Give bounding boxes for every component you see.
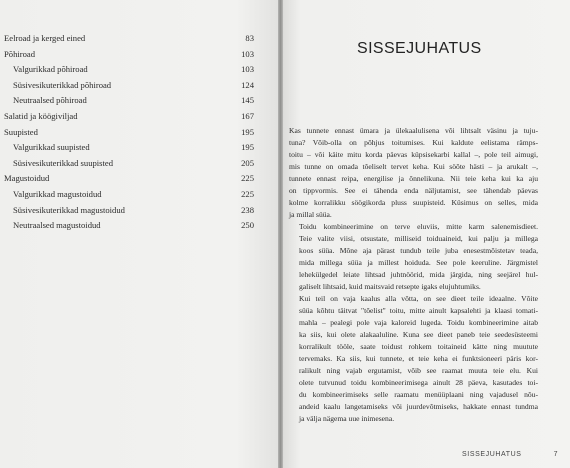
toc-page-number: 225: [241, 188, 254, 199]
page-footer: [462, 451, 558, 458]
toc-page-number: 124: [241, 79, 254, 90]
toc-title: Eelroad ja kerged eined: [4, 33, 86, 43]
text-line: ja välja nägema uue inimesena.: [299, 414, 395, 423]
body-paragraph: [289, 293, 538, 425]
running-head: SISSEJUHATUS: [462, 451, 522, 458]
text-line: Toidu kombineerimine on terve eluviis, mitte karm salenemisdieet.: [299, 222, 538, 231]
table-of-contents: [4, 31, 254, 234]
text-line: lehekülgedel leiate lihtsad juhtnöörid, mida järgida, ning seejärel hul-: [299, 270, 538, 279]
text-line: Teie valite viisi, otsustate, milliseid toiduaineid, kui palju ja millega: [299, 234, 538, 243]
text-line: toitu – või käite mitu korda päevas küpsisekarbi kallal –, pole teil aimugi,: [289, 150, 538, 159]
text-line: korralikult tööle, saate toidust rohkem toitaineid kätte ning muutute: [299, 342, 538, 351]
chapter-heading: SISSEJUHATUS: [357, 40, 482, 57]
chapter-body: [289, 125, 538, 425]
body-paragraph: [289, 221, 538, 293]
page-number: 7: [553, 451, 558, 458]
text-line: mida millega süüa ja millest hoiduda. See pole keeruline. Järgmistel: [299, 258, 538, 267]
toc-title: Süsivesikuterikkad suupisted: [13, 157, 114, 168]
text-line: mis tunne on omada tõeliselt tervet keha. Kui söõte hästi – ja arukalt –,: [289, 162, 538, 171]
toc-title: Neutraalsed põhiroad: [13, 95, 87, 106]
toc-page-number: 83: [245, 33, 254, 43]
toc-row: [4, 140, 254, 156]
toc-title: Süsivesikuterikkad magustoidud: [13, 204, 125, 215]
toc-page-number: 167: [241, 110, 254, 121]
toc-row: [4, 47, 254, 63]
text-line: ralikult ning vajab ergutamist, võib see raamat muuta teie elu. Kui: [299, 366, 538, 375]
left-page: [0, 0, 278, 468]
text-line: tervemaks. Ka siis, kui tunnete, et teie keha ei funktsioneeri päris kor-: [299, 354, 538, 363]
text-line: mahla – pealegi pole vaja kaloreid lugeda. Toidu kombineerimine aitab: [299, 318, 538, 327]
text-line: galiselt lihtsaid, kuid maitsvaid retsepte igaks elujuhtumiks.: [299, 282, 481, 291]
toc-title: Salatid ja köögiviljad: [4, 110, 78, 121]
toc-title: Valgurikkad suupisted: [13, 142, 90, 153]
toc-page-number: 145: [241, 95, 254, 106]
text-line: ja millal süüa.: [289, 210, 332, 219]
text-line: du kombineerimiseks selle raamatu menüüplaani ning vajadusel nõu-: [299, 390, 538, 399]
toc-title: Süsivesikuterikkad põhiroad: [13, 79, 112, 90]
toc-row: [4, 171, 254, 187]
toc-title: Neutraalsed magustoidud: [13, 220, 101, 231]
toc-row: [4, 125, 254, 141]
text-line: Kas tunnete ennast ümara ja ülekaalulisena või lihtsalt väsinu ja tuju-: [289, 126, 538, 135]
toc-title: Põhiroad: [4, 48, 36, 59]
toc-page-number: 205: [241, 157, 254, 168]
toc-row: [4, 203, 254, 219]
toc-row: [4, 78, 254, 94]
toc-row: [4, 218, 254, 234]
toc-row: [4, 31, 254, 47]
toc-row: [4, 156, 254, 172]
body-paragraph: [289, 125, 538, 221]
toc-page-number: 195: [241, 142, 254, 153]
toc-title: Valgurikkad magustoidud: [13, 188, 102, 199]
text-line: süüa kõhtu täitvat "tõelist" toitu, mitte ainult kapsalehti ja klaasi tomati-: [299, 306, 538, 315]
toc-row: [4, 187, 254, 203]
text-line: ka siis, kui olete alakaaluline. Kuna see dieet paneb teie seedesüsteemi: [299, 330, 538, 339]
text-line: andeid kaalu langetamiseks või juurdevõtmiseks, hakkate ennast tundma: [299, 402, 538, 411]
text-line: on tippvormis. See ei tähenda enda näljutamist, see tähendab päevas: [289, 186, 538, 195]
text-line: kolme korralikku söögikorda pluss suupisteid. Küsimus on selles, mida: [289, 198, 538, 207]
text-line: olete tutvunud toidu kombineerimisega ainult 28 päeva, kasutades toi-: [299, 378, 538, 387]
toc-row: [4, 109, 254, 125]
toc-title: Valgurikkad põhiroad: [13, 64, 88, 75]
text-line: tunnete ennast reipa, energilise ja õnnelikuna. Nii teie keha kui ka aju: [289, 174, 538, 183]
toc-page-number: 225: [241, 173, 254, 184]
toc-page-number: 250: [241, 220, 254, 231]
toc-page-number: 238: [241, 204, 254, 215]
text-line: tuna? Võib-olla on põhjus toitumises. Kui kaldute eelistama rämps-: [289, 138, 538, 147]
text-line: koos süüa. Mõne aja pärast tundub teile juba enesestmõistetav teada,: [299, 246, 538, 255]
toc-page-number: 103: [241, 48, 254, 59]
toc-page-number: 103: [241, 64, 254, 75]
toc-row: [4, 93, 254, 109]
toc-page-number: 195: [241, 126, 254, 137]
toc-title: Suupisted: [4, 126, 38, 137]
toc-row: [4, 62, 254, 78]
text-line: Kui teil on vaja kaalus alla võtta, on see dieet teile ideaalne. Võite: [299, 294, 538, 303]
toc-title: Magustoidud: [4, 173, 50, 184]
